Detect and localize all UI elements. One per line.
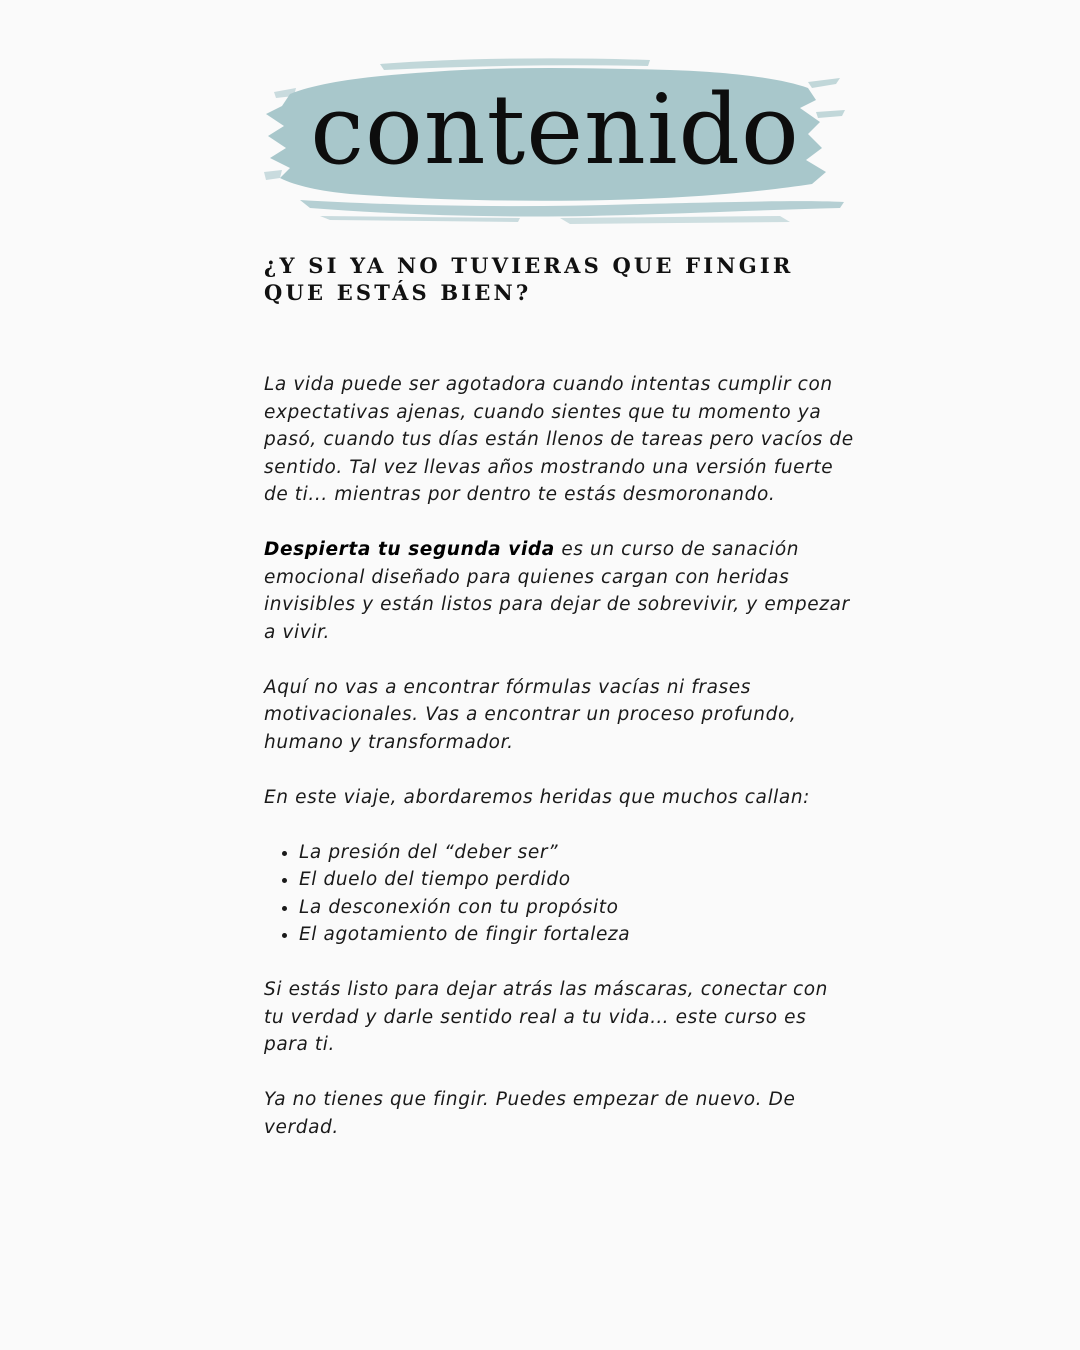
course-name: Despierta tu segunda vida bbox=[264, 539, 555, 560]
subtitle-heading: ¿Y SI YA NO TUVIERAS QUE FINGIR QUE ESTÁS BIEN? bbox=[264, 253, 794, 305]
list-item: • El duelo del tiempo perdido bbox=[299, 866, 854, 894]
title-banner bbox=[260, 52, 850, 227]
process-paragraph: Aquí no vas a encontrar fórmulas vacías ni frases motivacionales. Vas a encontrar un proceso profundo, humano y transformador. bbox=[264, 676, 797, 753]
journey-paragraph: En este viaje, abordaremos heridas que muchos callan: bbox=[264, 786, 811, 808]
page-title: contenido bbox=[310, 74, 800, 186]
list-item: • El agotamiento de fingir fortaleza bbox=[299, 921, 854, 949]
course-description: es un curso de sanación emocional diseñado para quienes cargan con heridas invisibles y están listos para dejar de sobrevivir, y empezar a vivir. bbox=[264, 539, 850, 643]
list-item: • La presión del “deber ser” bbox=[299, 839, 854, 867]
wounds-list bbox=[264, 839, 854, 949]
closing-paragraph: Ya no tienes que fingir. Puedes empezar de nuevo. De verdad. bbox=[264, 1089, 796, 1138]
list-item: • La desconexión con tu propósito bbox=[299, 894, 854, 922]
intro-paragraph: La vida puede ser agotadora cuando intentas cumplir con expectativas ajenas, cuando sientes que tu momento ya pasó, cuando tus días están llenos de tareas pero vacíos de sentido. Tal vez llevas años mostrando una versión fuerte de ti... mientras por dentro te estás desmoronando. bbox=[264, 374, 854, 505]
body-content bbox=[264, 371, 854, 1169]
invitation-paragraph: Si estás listo para dejar atrás las máscaras, conectar con tu verdad y darle sentido real a tu vida… este curso es para ti. bbox=[264, 979, 829, 1055]
course-paragraph bbox=[264, 536, 854, 646]
